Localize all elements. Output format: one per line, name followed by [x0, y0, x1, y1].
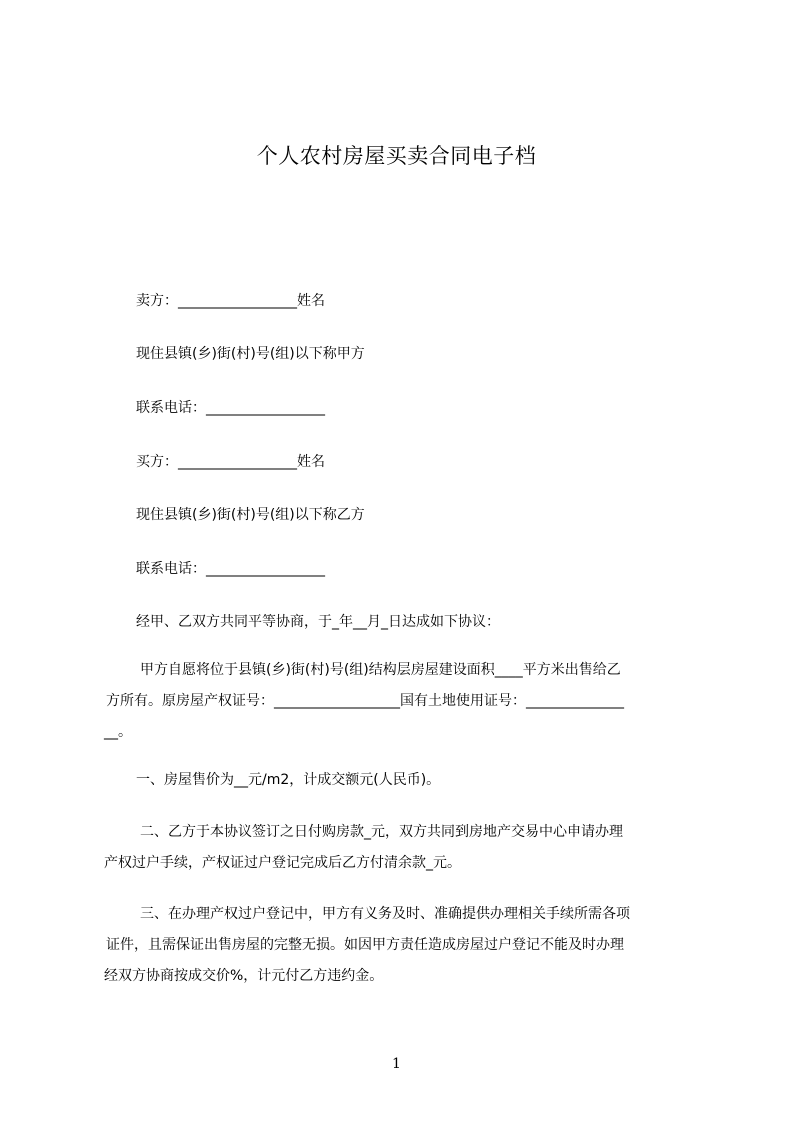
agreement-intro-line: 经甲、乙双方共同平等协商，于_年__月_日达成如下协议：	[136, 614, 500, 630]
house-description-paragraph	[104, 655, 624, 748]
buyer-line: 买方：_________________姓名	[136, 454, 325, 470]
seller-line: 卖方：_________________姓名	[136, 293, 325, 309]
paragraph-line: 二、乙方于本协议签订之日付购房款_元，双方共同到房地产交易中心申请办理	[140, 824, 623, 840]
paragraph-line: __。	[104, 724, 132, 740]
paragraph-line: 三、在办理产权过户登记中，甲方有义务及时、准确提供办理相关手续所需各项	[140, 906, 630, 922]
clause-1-paragraph	[104, 765, 440, 796]
buyer-phone-line: 联系电话：_________________	[136, 561, 325, 577]
buyer-address-line: 现住县镇(乡)街(村)号(组)以下称乙方	[136, 507, 365, 523]
paragraph-line: 产权过户手续，产权证过户登记完成后乙方付清余款_元。	[104, 855, 461, 871]
document-title: 个人农村房屋买卖合同电子档	[256, 144, 537, 168]
paragraph-line: 甲方自愿将位于县镇(乡)街(村)号(组)结构层房屋建设面积____平方米出售给乙	[140, 662, 621, 678]
paragraph-line: 经双方协商按成交价%，计元付乙方违约金。	[104, 968, 384, 984]
seller-address-line: 现住县镇(乡)街(村)号(组)以下称甲方	[136, 346, 365, 362]
paragraph-line: 证件，且需保证出售房屋的完整无损。如因甲方责任造成房屋过户登记不能及时办理	[106, 937, 624, 953]
seller-phone-line: 联系电话：_________________	[136, 400, 325, 416]
paragraph-line: 一、房屋售价为__元/m2，计成交额元(人民币)。	[136, 772, 441, 788]
page-number: 1	[392, 1056, 401, 1072]
clause-3-paragraph	[104, 899, 630, 992]
clause-2-paragraph	[104, 817, 623, 879]
paragraph-line: 方所有。原房屋产权证号：__________________国有土地使用证号：______________	[106, 693, 624, 709]
